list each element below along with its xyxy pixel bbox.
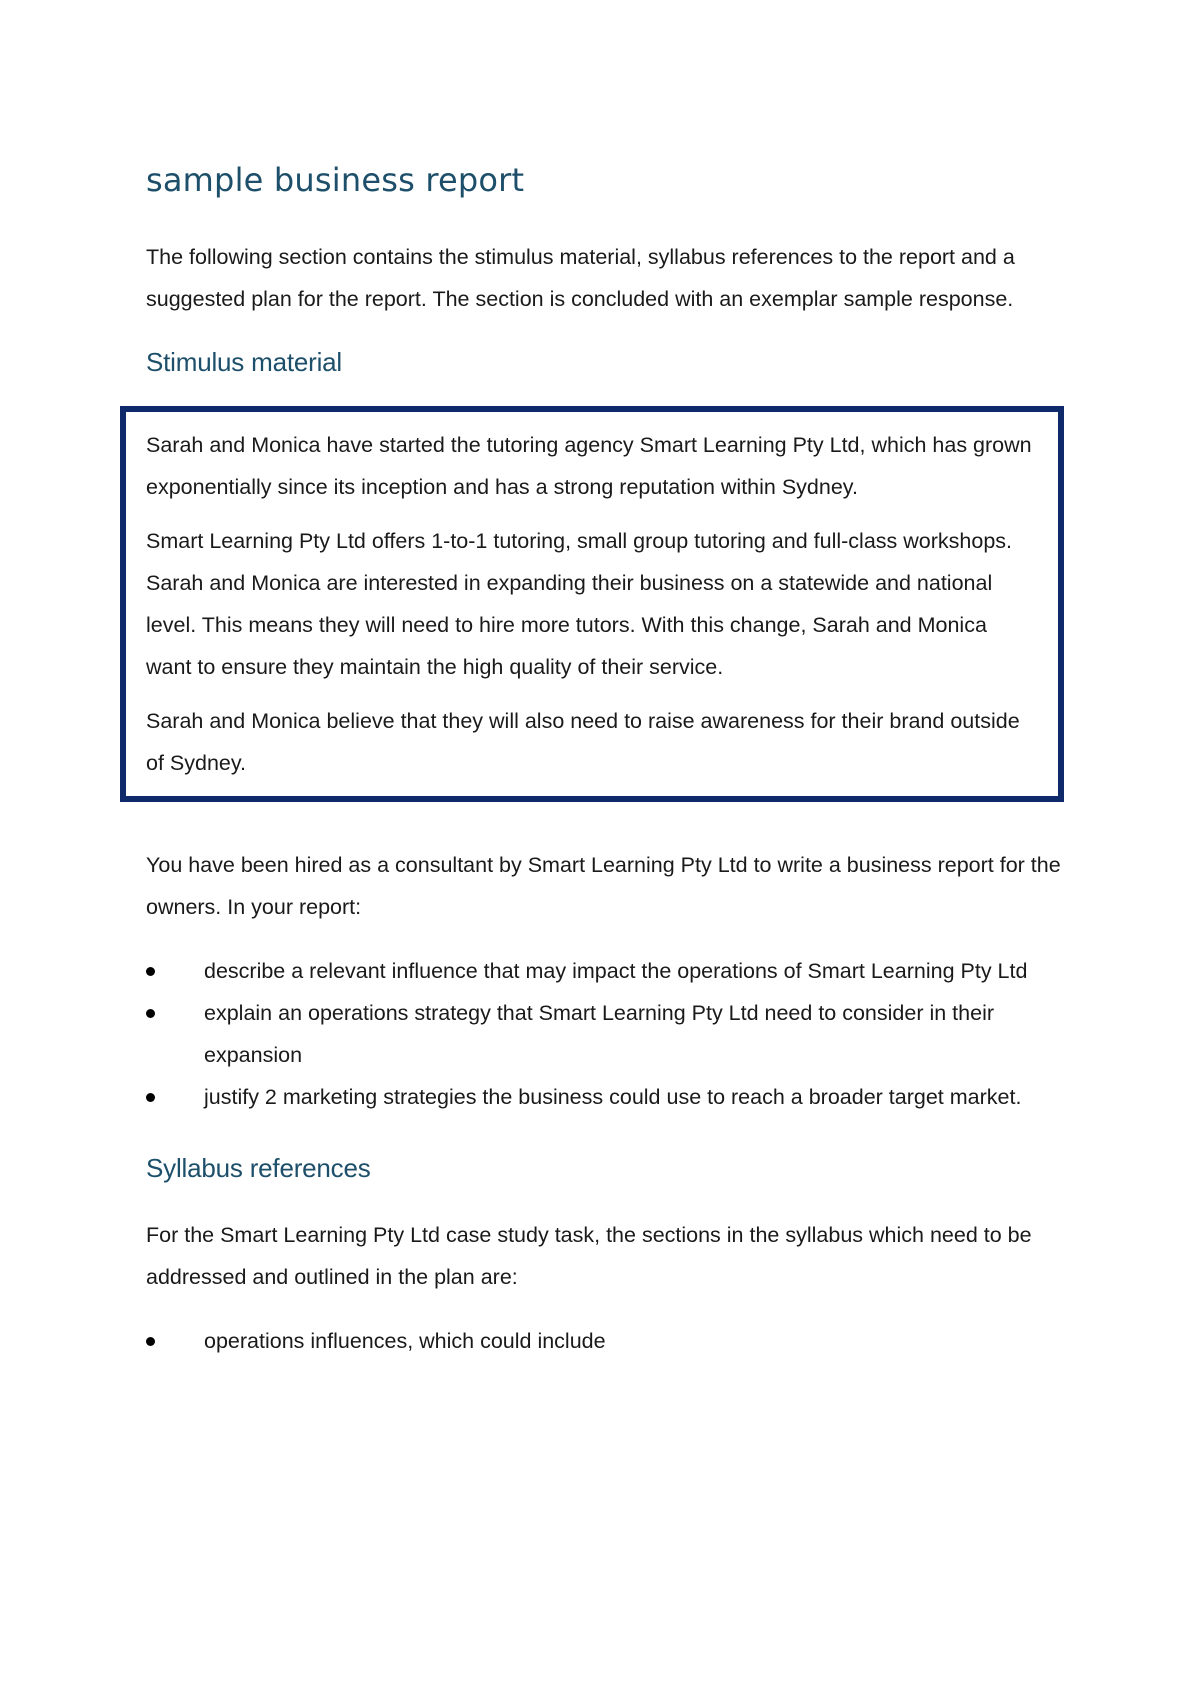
task-list xyxy=(146,950,1066,1118)
document-page xyxy=(146,158,1066,1362)
list-item-text: operations influences, which could include xyxy=(204,1329,606,1353)
list-item xyxy=(146,992,1066,1076)
list-item xyxy=(146,950,1066,992)
document-title: sample business report xyxy=(146,161,525,199)
list-item-text: describe a relevant influence that may impact the operations of Smart Learning Pty Ltd xyxy=(204,959,1028,983)
stimulus-paragraph-3: Sarah and Monica believe that they will also need to raise awareness for their brand outside of Sydney. xyxy=(146,709,1020,775)
list-item xyxy=(146,1076,1066,1118)
list-item-text: explain an operations strategy that Smart Learning Pty Ltd need to consider in their expansion xyxy=(204,1001,994,1067)
stimulus-heading: Stimulus material xyxy=(146,347,342,377)
bullet-icon xyxy=(146,967,155,976)
bullet-icon xyxy=(146,1009,155,1018)
syllabus-heading: Syllabus references xyxy=(146,1153,371,1183)
list-item xyxy=(146,1320,1066,1362)
bullet-icon xyxy=(146,1337,155,1346)
stimulus-paragraph-2: Smart Learning Pty Ltd offers 1-to-1 tutoring, small group tutoring and full-class workshops. Sarah and Monica are interested in expanding their business on a statewide and national level. This means they will need to hire more tutors. With this change, Sarah and Monica want to ensure they maintain the high quality of their service. xyxy=(146,529,1012,679)
stimulus-box xyxy=(120,406,1064,802)
syllabus-intro-paragraph: For the Smart Learning Pty Ltd case study task, the sections in the syllabus which need to be addressed and outlined in the plan are: xyxy=(146,1223,1032,1289)
task-intro-paragraph: You have been hired as a consultant by Smart Learning Pty Ltd to write a business report for the owners. In your report: xyxy=(146,853,1061,919)
bullet-icon xyxy=(146,1093,155,1102)
syllabus-list xyxy=(146,1320,1066,1362)
intro-paragraph: The following section contains the stimulus material, syllabus references to the report and a suggested plan for the report. The section is concluded with an exemplar sample response. xyxy=(146,245,1015,311)
stimulus-paragraph-1: Sarah and Monica have started the tutoring agency Smart Learning Pty Ltd, which has grown exponentially since its inception and has a strong reputation within Sydney. xyxy=(146,433,1032,499)
list-item-text: justify 2 marketing strategies the business could use to reach a broader target market. xyxy=(204,1085,1022,1109)
